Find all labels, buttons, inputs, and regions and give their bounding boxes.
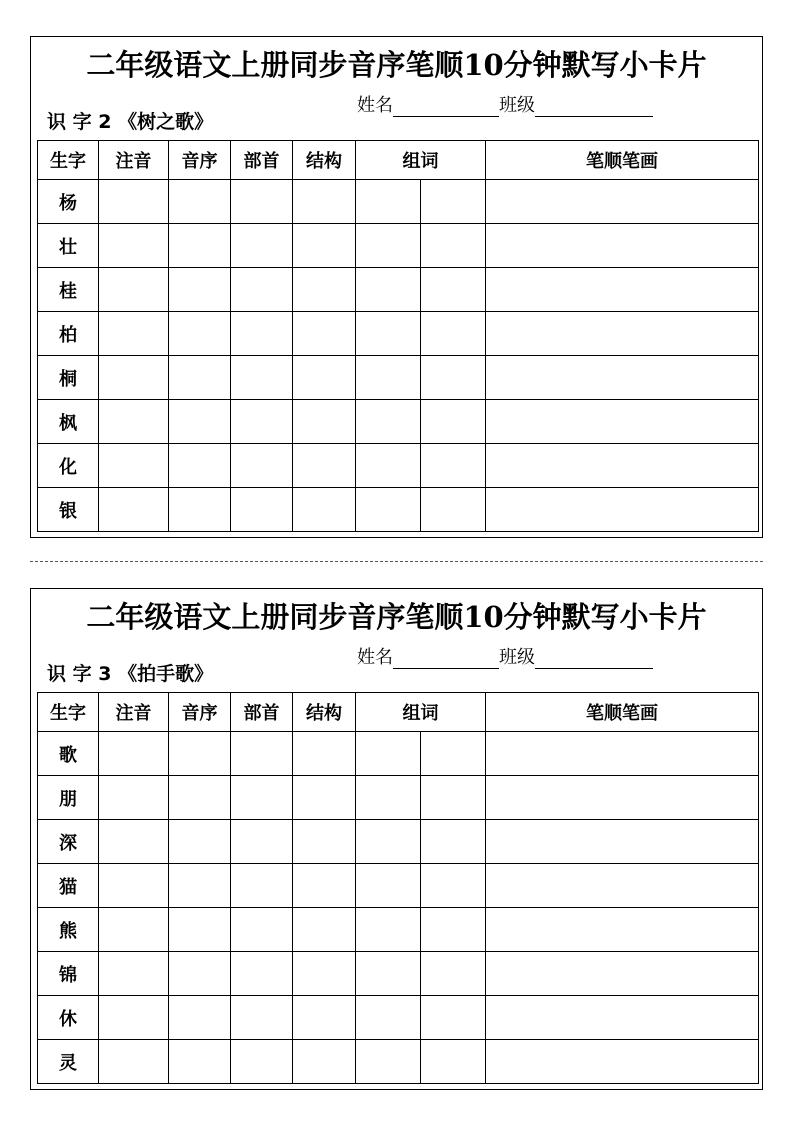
col-header-structure: 结构	[293, 141, 356, 180]
pinyin-cell[interactable]	[99, 444, 169, 488]
initial-cell[interactable]	[169, 224, 231, 268]
word-cell-1[interactable]	[356, 732, 421, 776]
table-row	[38, 356, 759, 400]
pinyin-cell[interactable]	[99, 996, 169, 1040]
col-header-pinyin: 注音	[99, 693, 169, 732]
word-cell-1[interactable]	[356, 996, 421, 1040]
pinyin-cell[interactable]	[99, 820, 169, 864]
strokes-cell[interactable]	[486, 908, 759, 952]
structure-cell[interactable]	[293, 312, 356, 356]
strokes-cell[interactable]	[486, 488, 759, 532]
structure-cell[interactable]	[293, 488, 356, 532]
word-cell-1[interactable]	[356, 1040, 421, 1084]
initial-cell[interactable]	[169, 908, 231, 952]
table-row	[38, 268, 759, 312]
pinyin-cell[interactable]	[99, 180, 169, 224]
initial-cell[interactable]	[169, 268, 231, 312]
initial-cell[interactable]	[169, 400, 231, 444]
character-cell: 锦	[38, 952, 99, 996]
character-cell: 壮	[38, 224, 99, 268]
word-cell-2[interactable]	[421, 864, 486, 908]
character-cell: 熊	[38, 908, 99, 952]
pinyin-cell[interactable]	[99, 864, 169, 908]
word-cell-2[interactable]	[421, 224, 486, 268]
dictation-card-1	[30, 36, 763, 538]
radical-cell[interactable]	[231, 952, 293, 996]
word-cell-1[interactable]	[356, 444, 421, 488]
name-label: 姓名	[357, 95, 393, 116]
word-cell-2[interactable]	[421, 732, 486, 776]
word-cell-1[interactable]	[356, 400, 421, 444]
word-cell-2[interactable]	[421, 356, 486, 400]
table-row	[38, 908, 759, 952]
col-header-structure: 结构	[293, 693, 356, 732]
strokes-cell[interactable]	[486, 268, 759, 312]
initial-cell[interactable]	[169, 356, 231, 400]
word-cell-2[interactable]	[421, 444, 486, 488]
character-cell: 枫	[38, 400, 99, 444]
radical-cell[interactable]	[231, 224, 293, 268]
strokes-cell[interactable]	[486, 1040, 759, 1084]
initial-cell[interactable]	[169, 952, 231, 996]
radical-cell[interactable]	[231, 268, 293, 312]
initial-cell[interactable]	[169, 1040, 231, 1084]
word-cell-1[interactable]	[356, 952, 421, 996]
strokes-cell[interactable]	[486, 400, 759, 444]
character-cell: 灵	[38, 1040, 99, 1084]
strokes-cell[interactable]	[486, 776, 759, 820]
pinyin-cell[interactable]	[99, 224, 169, 268]
initial-cell[interactable]	[169, 820, 231, 864]
radical-cell[interactable]	[231, 1040, 293, 1084]
pinyin-cell[interactable]	[99, 908, 169, 952]
card-2-rows	[38, 732, 759, 1084]
character-cell: 猫	[38, 864, 99, 908]
strokes-cell[interactable]	[486, 180, 759, 224]
class-blank[interactable]	[535, 648, 653, 669]
word-cell-2[interactable]	[421, 952, 486, 996]
word-cell-1[interactable]	[356, 268, 421, 312]
header-row	[38, 693, 759, 732]
col-header-initial: 音序	[169, 141, 231, 180]
structure-cell[interactable]	[293, 820, 356, 864]
word-cell-1[interactable]	[356, 776, 421, 820]
pinyin-cell[interactable]	[99, 400, 169, 444]
character-cell: 歌	[38, 732, 99, 776]
table-row	[38, 952, 759, 996]
structure-cell[interactable]	[293, 776, 356, 820]
strokes-cell[interactable]	[486, 732, 759, 776]
character-cell: 朋	[38, 776, 99, 820]
name-label: 姓名	[357, 647, 393, 668]
radical-cell[interactable]	[231, 864, 293, 908]
structure-cell[interactable]	[293, 1040, 356, 1084]
name-blank[interactable]	[393, 648, 499, 669]
initial-cell[interactable]	[169, 444, 231, 488]
col-header-words: 组词	[356, 693, 486, 732]
col-header-radical: 部首	[231, 141, 293, 180]
word-cell-1[interactable]	[356, 356, 421, 400]
pinyin-cell[interactable]	[99, 356, 169, 400]
word-cell-1[interactable]	[356, 820, 421, 864]
class-label: 班级	[499, 95, 535, 116]
initial-cell[interactable]	[169, 488, 231, 532]
radical-cell[interactable]	[231, 356, 293, 400]
radical-cell[interactable]	[231, 444, 293, 488]
table-row	[38, 444, 759, 488]
initial-cell[interactable]	[169, 180, 231, 224]
lesson-heading: 识 字 2 《树之歌》	[47, 111, 214, 133]
strokes-cell[interactable]	[486, 312, 759, 356]
table-row	[38, 820, 759, 864]
card-1-rows	[38, 180, 759, 532]
strokes-cell[interactable]	[486, 356, 759, 400]
radical-cell[interactable]	[231, 400, 293, 444]
word-cell-1[interactable]	[356, 180, 421, 224]
character-cell: 柏	[38, 312, 99, 356]
character-cell: 化	[38, 444, 99, 488]
word-cell-2[interactable]	[421, 908, 486, 952]
radical-cell[interactable]	[231, 180, 293, 224]
table-row	[38, 864, 759, 908]
character-cell: 银	[38, 488, 99, 532]
strokes-cell[interactable]	[486, 952, 759, 996]
radical-cell[interactable]	[231, 776, 293, 820]
col-header-strokes: 笔顺笔画	[486, 141, 759, 180]
structure-cell[interactable]	[293, 732, 356, 776]
col-header-character: 生字	[38, 693, 99, 732]
table-row	[38, 180, 759, 224]
structure-cell[interactable]	[293, 224, 356, 268]
structure-cell[interactable]	[293, 952, 356, 996]
table-row	[38, 776, 759, 820]
word-cell-2[interactable]	[421, 488, 486, 532]
structure-cell[interactable]	[293, 444, 356, 488]
structure-cell[interactable]	[293, 996, 356, 1040]
card-title: 二年级语文上册同步音序笔顺10分钟默写小卡片	[86, 600, 707, 634]
table-row	[38, 996, 759, 1040]
name-class-fields	[357, 643, 653, 669]
col-header-pinyin: 注音	[99, 141, 169, 180]
dictation-table	[37, 140, 759, 532]
radical-cell[interactable]	[231, 996, 293, 1040]
col-header-words: 组词	[356, 141, 486, 180]
initial-cell[interactable]	[169, 732, 231, 776]
radical-cell[interactable]	[231, 820, 293, 864]
table-row	[38, 312, 759, 356]
col-header-radical: 部首	[231, 693, 293, 732]
strokes-cell[interactable]	[486, 444, 759, 488]
word-cell-2[interactable]	[421, 1040, 486, 1084]
table-row	[38, 1040, 759, 1084]
cut-line	[30, 561, 763, 562]
radical-cell[interactable]	[231, 908, 293, 952]
pinyin-cell[interactable]	[99, 776, 169, 820]
character-cell: 桐	[38, 356, 99, 400]
strokes-cell[interactable]	[486, 864, 759, 908]
character-cell: 深	[38, 820, 99, 864]
col-header-initial: 音序	[169, 693, 231, 732]
word-cell-2[interactable]	[421, 820, 486, 864]
radical-cell[interactable]	[231, 732, 293, 776]
dictation-table	[37, 692, 759, 1084]
header-row	[38, 141, 759, 180]
word-cell-2[interactable]	[421, 180, 486, 224]
pinyin-cell[interactable]	[99, 732, 169, 776]
structure-cell[interactable]	[293, 268, 356, 312]
strokes-cell[interactable]	[486, 820, 759, 864]
table-row	[38, 488, 759, 532]
word-cell-2[interactable]	[421, 400, 486, 444]
word-cell-1[interactable]	[356, 864, 421, 908]
structure-cell[interactable]	[293, 356, 356, 400]
strokes-cell[interactable]	[486, 224, 759, 268]
dictation-card-2	[30, 588, 763, 1090]
radical-cell[interactable]	[231, 488, 293, 532]
structure-cell[interactable]	[293, 400, 356, 444]
character-cell: 杨	[38, 180, 99, 224]
radical-cell[interactable]	[231, 312, 293, 356]
word-cell-2[interactable]	[421, 776, 486, 820]
lesson-heading: 识 字 3 《拍手歌》	[47, 663, 214, 685]
strokes-cell[interactable]	[486, 996, 759, 1040]
word-cell-1[interactable]	[356, 312, 421, 356]
structure-cell[interactable]	[293, 908, 356, 952]
initial-cell[interactable]	[169, 996, 231, 1040]
table-row	[38, 224, 759, 268]
initial-cell[interactable]	[169, 776, 231, 820]
word-cell-2[interactable]	[421, 996, 486, 1040]
table-row	[38, 400, 759, 444]
col-header-strokes: 笔顺笔画	[486, 693, 759, 732]
pinyin-cell[interactable]	[99, 952, 169, 996]
structure-cell[interactable]	[293, 180, 356, 224]
name-class-fields	[357, 91, 653, 117]
character-cell: 休	[38, 996, 99, 1040]
table-row	[38, 732, 759, 776]
word-cell-1[interactable]	[356, 488, 421, 532]
col-header-character: 生字	[38, 141, 99, 180]
pinyin-cell[interactable]	[99, 1040, 169, 1084]
initial-cell[interactable]	[169, 312, 231, 356]
word-cell-2[interactable]	[421, 268, 486, 312]
initial-cell[interactable]	[169, 864, 231, 908]
card-title: 二年级语文上册同步音序笔顺10分钟默写小卡片	[86, 48, 707, 82]
pinyin-cell[interactable]	[99, 488, 169, 532]
class-blank[interactable]	[535, 96, 653, 117]
class-label: 班级	[499, 647, 535, 668]
pinyin-cell[interactable]	[99, 268, 169, 312]
word-cell-2[interactable]	[421, 312, 486, 356]
character-cell: 桂	[38, 268, 99, 312]
word-cell-1[interactable]	[356, 224, 421, 268]
word-cell-1[interactable]	[356, 908, 421, 952]
name-blank[interactable]	[393, 96, 499, 117]
structure-cell[interactable]	[293, 864, 356, 908]
pinyin-cell[interactable]	[99, 312, 169, 356]
